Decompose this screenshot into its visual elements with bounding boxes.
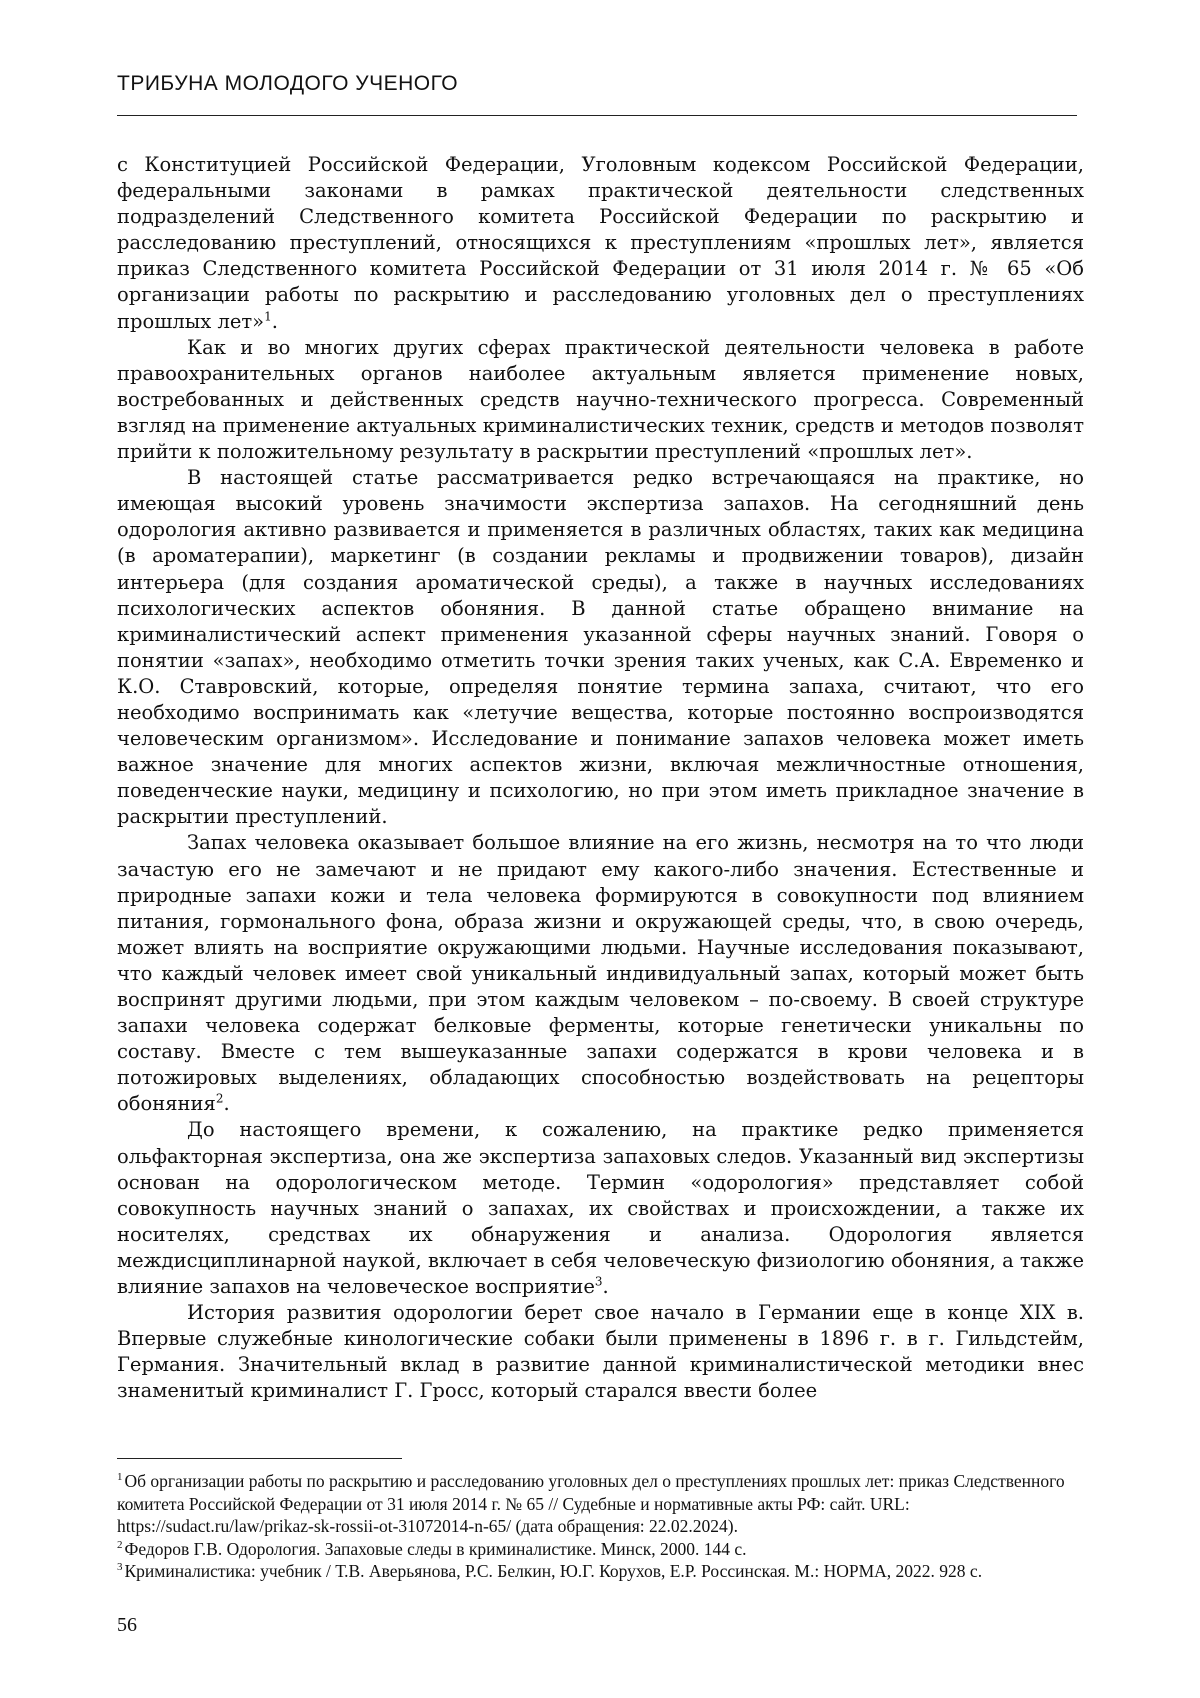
footnote-ref-1[interactable]: 1 [264,309,272,323]
footnote-2 [117,1538,1092,1561]
paragraph-1-tail: . [272,310,278,333]
paragraph-1 [117,152,1084,335]
article-body [117,152,1084,1405]
page-number: 56 [117,1614,137,1637]
paragraph-6-text: История развития одорологии берет свое начало в Германии еще в конце XIX в. Впервые служебные кинологические собаки были применены в 1896 г. в г. Гильдстейм, Германия. Значительный вклад в развитие данной криминалистической методики внес знаменитый криминалист Г. Гросс, который старался ввести более [117,1301,1084,1402]
footnote-ref-2[interactable]: 2 [216,1092,224,1106]
paragraph-4-tail: . [223,1092,229,1115]
paragraph-5-tail: . [603,1275,609,1298]
paragraph-4-text: Запах человека оказывает большое влияние на его жизнь, несмотря на то что люди зачастую его не замечают и не придают ему какого-либо значения. Естественные и природные запахи кожи и тела человека формируются в совокупности под влиянием питания, гормонального фона, образа жизни и окружающей среды, что, в свою очередь, может влиять на восприятие окружающими людьми. Научные исследования показывают, что каждый человек имеет свой уникальный индивидуальный запах, который может быть воспринят другими людьми, при этом каждым человеком – по-своему. В своей структуре запахи человека содержат белковые ферменты, которые генетически уникальны по составу. Вместе с тем вышеуказанные запахи содержатся в крови человека и в потожировых выделениях, обладающих способностью воздействовать на рецепторы обоняния [117,831,1084,1115]
paragraph-6 [117,1300,1084,1404]
paragraph-2 [117,335,1084,465]
footnotes [117,1470,1092,1583]
paragraph-5 [117,1117,1084,1300]
footnote-ref-3[interactable]: 3 [595,1275,603,1289]
footnote-2-number: 2 [117,1539,123,1551]
footnote-3 [117,1560,1092,1583]
document-page [0,0,1200,1698]
paragraph-5-text: До настоящего времени, к сожалению, на практике редко применяется ольфакторная экспертиза, она же экспертиза запаховых следов. Указанный вид экспертизы основан на одорологическом методе. Термин «одорология» представляет собой совокупность научных знаний о запахах, их свойствах и происхождении, а также их носителях, средствах их обнаружения и анализа. Одорология является междисциплинарной наукой, включает в себя человеческую физиологию обоняния, а также влияние запахов на человеческое восприятие [117,1118,1084,1298]
paragraph-3-text: В настоящей статье рассматривается редко встречающаяся на практике, но имеющая высокий уровень значимости экспертиза запахов. На сегодняшний день одорология активно развивается и применяется в различных областях, таких как медицина (в ароматерапии), маркетинг (в создании рекламы и продвижении товаров), дизайн интерьера (для создания ароматической среды), а также в научных исследованиях психологических аспектов обоняния. В данной статье обращено внимание на криминалистический аспект применения указанной сферы научных знаний. Говоря о понятии «запах», необходимо отметить точки зрения таких ученых, как С.А. Евременко и К.О. Ставровский, которые, определяя понятие термина запаха, считают, что его необходимо воспринимать как «летучие вещества, которые постоянно воспроизводятся человеческим организмом». Исследование и понимание запахов человека может иметь важное значение для многих аспектов жизни, включая межличностные отношения, поведенческие науки, медицину и психологию, но при этом иметь прикладное значение в раскрытии преступлений. [117,466,1084,828]
footnote-1 [117,1470,1092,1538]
footnote-3-number: 3 [117,1561,123,1573]
paragraph-2-text: Как и во многих других сферах практической деятельности человека в работе правоохранительных органов наиболее актуальным является применение новых, востребованных и действенных средств научно-технического прогресса. Современный взгляд на применение актуальных криминалистических техник, средств и методов позволят прийти к положительному результату в раскрытии преступлений «прошлых лет». [117,336,1084,463]
footnote-2-text: Федоров Г.В. Одорология. Запаховые следы в криминалистике. Минск, 2000. 144 с. [125,1539,747,1559]
footnote-divider [117,1458,402,1459]
footnote-3-text: Криминалистика: учебник / Т.В. Аверьянова, Р.С. Белкин, Ю.Г. Корухов, Е.Р. Россинская. М.: НОРМА, 2022. 928 с. [125,1561,983,1581]
header-divider [117,115,1077,116]
paragraph-4 [117,830,1084,1117]
footnote-1-text: Об организации работы по раскрытию и расследованию уголовных дел о преступлениях прошлых лет: приказ Следственного комитета Российской Федерации от 31 июля 2014 г. № 65 // Судебные и нормативные акты РФ: сайт. URL: https://sudact.ru/law/prikaz-sk-rossii-ot-31072014-n-65/ (дата обращения: 22.02.2024). [117,1471,1065,1536]
paragraph-3 [117,465,1084,830]
running-header: ТРИБУНА МОЛОДОГО УЧЕНОГО [117,72,1077,96]
footnote-1-number: 1 [117,1471,123,1483]
paragraph-1-text: с Конституцией Российской Федерации, Уголовным кодексом Российской Федерации, федеральными законами в рамках практической деятельности следственных подразделений Следственного комитета Российской Федерации по раскрытию и расследованию преступлений, относящихся к преступлениям «прошлых лет», является приказ Следственного комитета Российской Федерации от 31 июля 2014 г. № 65 «Об организации работы по раскрытию и расследованию уголовных дел о преступлениях прошлых лет» [117,153,1084,333]
